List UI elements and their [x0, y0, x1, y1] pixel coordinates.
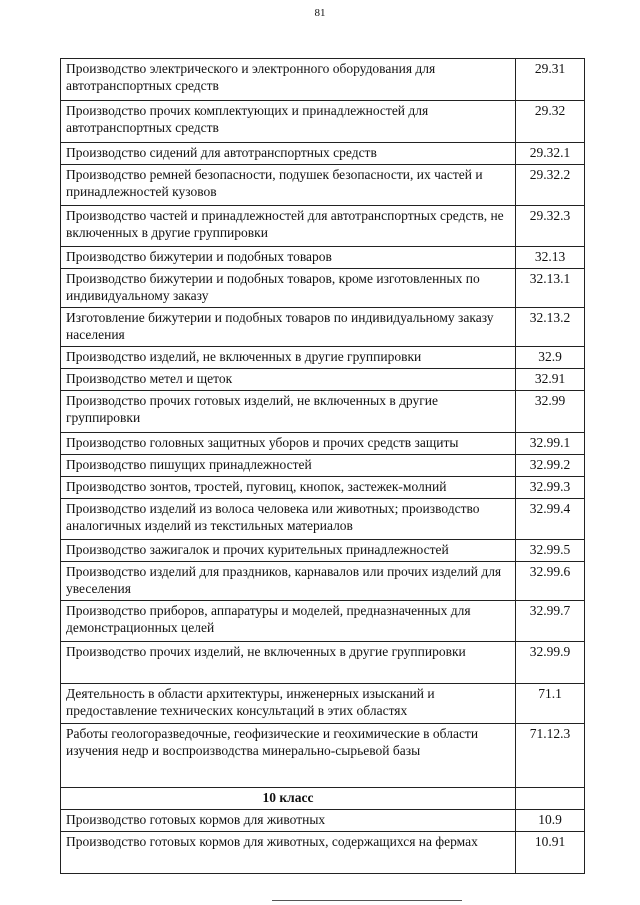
- activity-name-cell: Производство готовых кормов для животных, содержащихся на фермах: [61, 832, 516, 874]
- activity-name-cell: Работы геологоразведочные, геофизические и геохимические в области изучения недр и воспроизводства минерально-сырьевой базы: [61, 724, 516, 788]
- table-row: [61, 101, 585, 143]
- activity-name-cell: Производство сидений для автотранспортных средств: [61, 143, 516, 165]
- activity-name-cell: Производство прочих готовых изделий, не включенных в другие группировки: [61, 391, 516, 433]
- activity-code-cell: 32.13.1: [516, 269, 585, 308]
- activity-name-cell: Производство пишущих принадлежностей: [61, 455, 516, 477]
- table-row: [61, 562, 585, 601]
- footer-divider: [272, 900, 462, 901]
- activity-name-cell: Производство изделий для праздников, карнавалов или прочих изделий для увеселения: [61, 562, 516, 601]
- activity-code-cell: 32.13.2: [516, 308, 585, 347]
- table-row: [61, 499, 585, 540]
- activity-code-cell: 29.32: [516, 101, 585, 143]
- activity-code-cell: 32.99.5: [516, 540, 585, 562]
- table-row: [61, 206, 585, 247]
- activity-code-cell: 32.99.9: [516, 642, 585, 684]
- table-row: [61, 455, 585, 477]
- activity-code-cell: 32.91: [516, 369, 585, 391]
- table-row: [61, 601, 585, 642]
- table-row: [61, 642, 585, 684]
- activity-code-cell: 71.1: [516, 684, 585, 724]
- activity-name-cell: Производство готовых кормов для животных: [61, 810, 516, 832]
- table-row: [61, 308, 585, 347]
- activity-code-cell: [516, 788, 585, 810]
- activity-code-table: [60, 58, 585, 874]
- activity-code-cell: 10.91: [516, 832, 585, 874]
- page-number: 81: [314, 7, 326, 19]
- activity-code-cell: 32.99.7: [516, 601, 585, 642]
- activity-code-cell: 29.32.3: [516, 206, 585, 247]
- table-row: [61, 540, 585, 562]
- activity-code-cell: 29.32.1: [516, 143, 585, 165]
- activity-code-cell: 29.32.2: [516, 165, 585, 206]
- table-row: [61, 59, 585, 101]
- activity-name-cell: Производство прочих изделий, не включенных в другие группировки: [61, 642, 516, 684]
- activity-name-cell: Производство приборов, аппаратуры и моделей, предназначенных для демонстрационных целей: [61, 601, 516, 642]
- activity-name-cell: Производство электрического и электронного оборудования для автотранспортных средств: [61, 59, 516, 101]
- activity-code-cell: 32.9: [516, 347, 585, 369]
- table-row: [61, 724, 585, 788]
- table-body: [61, 59, 585, 874]
- activity-code-cell: 10.9: [516, 810, 585, 832]
- table-row: [61, 269, 585, 308]
- class-header-label: 10 класс: [61, 788, 516, 810]
- activity-code-cell: 29.31: [516, 59, 585, 101]
- table-row: [61, 832, 585, 874]
- activity-name-cell: Производство головных защитных уборов и прочих средств защиты: [61, 433, 516, 455]
- activity-code-cell: 32.99.1: [516, 433, 585, 455]
- table-row: [61, 433, 585, 455]
- activity-code-cell: 32.99.3: [516, 477, 585, 499]
- table-row: [61, 347, 585, 369]
- activity-code-cell: 71.12.3: [516, 724, 585, 788]
- activity-name-cell: Производство ремней безопасности, подушек безопасности, их частей и принадлежностей кузовов: [61, 165, 516, 206]
- activity-name-cell: Производство изделий, не включенных в другие группировки: [61, 347, 516, 369]
- table-row: [61, 477, 585, 499]
- table-row: [61, 143, 585, 165]
- table-row: [61, 247, 585, 269]
- activity-name-cell: Производство бижутерии и подобных товаров: [61, 247, 516, 269]
- activity-name-cell: Производство зонтов, тростей, пуговиц, кнопок, застежек-молний: [61, 477, 516, 499]
- activity-name-cell: Производство бижутерии и подобных товаров, кроме изготовленных по индивидуальному заказу: [61, 269, 516, 308]
- activity-name-cell: Производство прочих комплектующих и принадлежностей для автотранспортных средств: [61, 101, 516, 143]
- activity-name-cell: Изготовление бижутерии и подобных товаров по индивидуальному заказу населения: [61, 308, 516, 347]
- activity-name-cell: Производство частей и принадлежностей для автотранспортных средств, не включенных в другие группировки: [61, 206, 516, 247]
- activity-code-cell: 32.99: [516, 391, 585, 433]
- activity-code-cell: 32.99.6: [516, 562, 585, 601]
- activity-name-cell: Производство зажигалок и прочих курительных принадлежностей: [61, 540, 516, 562]
- activity-name-cell: Производство метел и щеток: [61, 369, 516, 391]
- activity-name-cell: Деятельность в области архитектуры, инженерных изысканий и предоставление технических консультаций в этих областях: [61, 684, 516, 724]
- table-row: [61, 810, 585, 832]
- table-row: [61, 165, 585, 206]
- activity-name-cell: Производство изделий из волоса человека или животных; производство аналогичных изделий из текстильных материалов: [61, 499, 516, 540]
- activity-code-cell: 32.99.2: [516, 455, 585, 477]
- class-header-row: [61, 788, 585, 810]
- table-row: [61, 369, 585, 391]
- activity-code-cell: 32.99.4: [516, 499, 585, 540]
- table-row: [61, 684, 585, 724]
- table-row: [61, 391, 585, 433]
- activity-code-cell: 32.13: [516, 247, 585, 269]
